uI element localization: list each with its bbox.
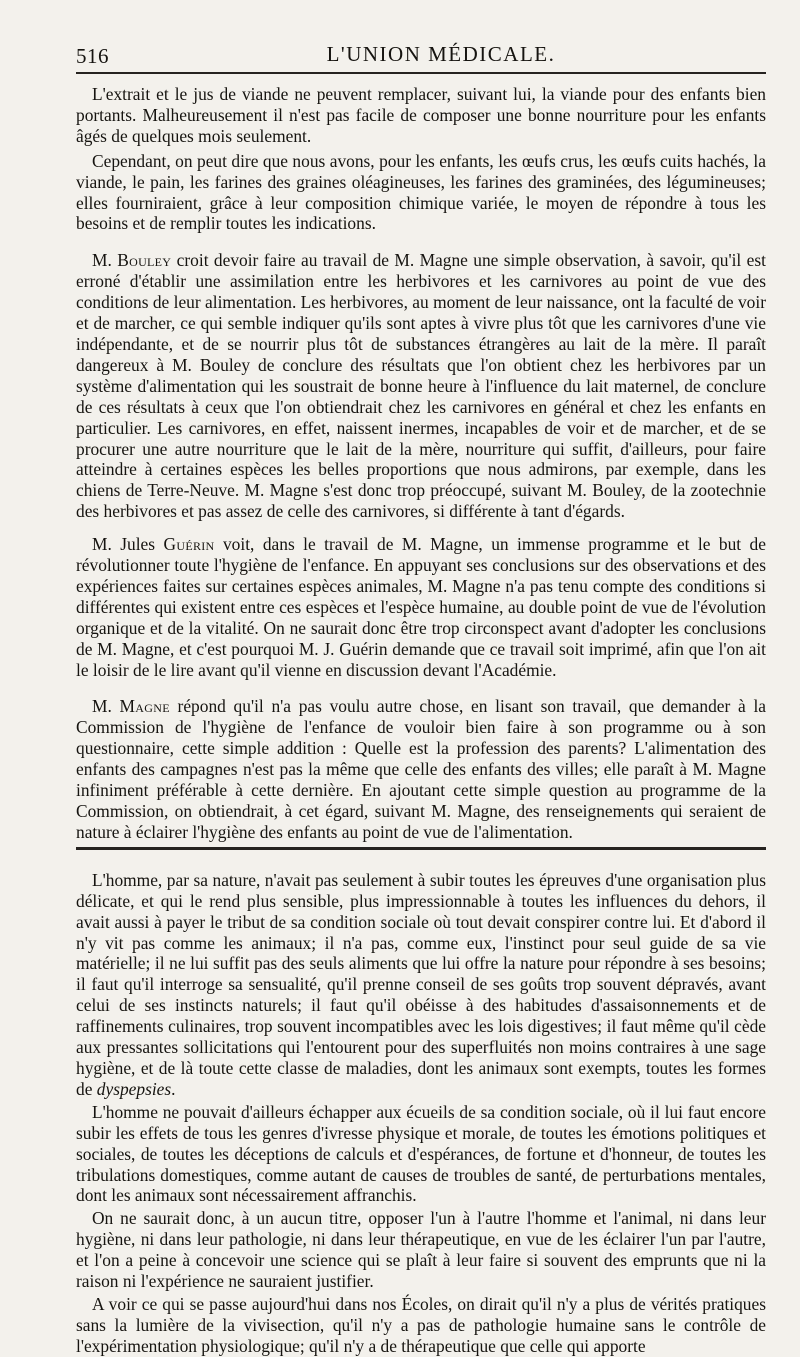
paragraph-homme-nature — [76, 870, 766, 1100]
header-rule — [76, 72, 766, 74]
paragraph-bouley — [76, 250, 766, 522]
italic-term: dyspepsies — [96, 1078, 172, 1099]
section-divider-rule — [76, 847, 766, 850]
speaker-name-magne: Magne — [119, 696, 170, 717]
paragraph-text: voit, dans le travail de M. Magne, un immense programme et le but de révolutionner toute l'hygiène de l'enfance. En appuyant ses conclusions sur des observations et des expériences faites sur certaines espèces animales, M. Magne n'a pas tenu compte des conditions si différentes qui existent entre ces espèces et l'espèce humaine, au double point de vue de l'évolution organique et de la vitalité. On ne saurait donc être trop circonspect avant d'adopter les conclusions de M. Magne, et c'est pourquoi M. J. Guérin demande que ce travail soit imprimé, afin que l'on ait le loisir de le lire avant qu'il vienne en discussion devant l'Académie. — [76, 534, 766, 680]
academy-proceedings-section — [76, 84, 766, 843]
paragraph-text: répond qu'il n'a pas voulu autre chose, en lisant son travail, que demander à la Commission de l'hygiène de l'enfance de vouloir bien faire à son programme ou à son questionnaire, cette simple addition : Quelle est la profession des parents? L'alimentation des enfants des campagnes n'est pas la même que celle des enfants des villes; elle paraît à M. Magne infiniment préférable à cette dernière. En ajoutant cette simple question au programme de la Commission, on obtiendrait, à cet égard, suivant M. Magne, des renseignements qui seraient de nature à éclairer l'hygiène des enfants au point de vue de l'alimentation. — [76, 696, 766, 842]
speaker-name-bouley: Bouley — [117, 250, 172, 271]
paragraph-homme-ecueils: L'homme ne pouvait d'ailleurs échapper aux écueils de sa condition sociale, où il lui faut encore subir les effets de tous les genres d'ivresse physique et morale, de toutes les émotions politiques et sociales, de toutes les déceptions de calculs et d'espérances, de fortune et d'honneur, de toutes les tribulations domestiques, comme autant de causes de troubles de santé, de perturbations mentales, dont les animaux sont nécessairement affranchis. — [76, 1101, 766, 1206]
paragraph-text: croit devoir faire au travail de M. Magne une simple observation, à savoir, qu'il est erroné d'établir une assimilation entre les herbivores et les carnivores au point de vue des conditions de leur alimentation. Les herbivores, au moment de leur naissance, ont la faculté de voir et de marcher, ce qui semble indiquer qu'ils sont aptes à vivre plus tôt que les carnivores d'une vie indépendante, et de se nourrir plus tôt de substances étrangères au lait de la mère. Il paraît dangereux à M. Bouley de conclure des résultats que l'on obtient chez les herbivores par un système d'alimentation qui les soustrait de bonne heure à l'influence du lait maternel, de conclure de ces résultats à ceux que l'on obtiendrait chez les carnivores en général et chez les enfants en particulier. Les carnivores, en effet, naissent inermes, incapables de voir et de marcher, et de se procurer une autre nourriture que le lait de la mère, nourriture qui suffit, d'ailleurs, pour faire atteindre à certaines espèces les belles proportions que nous admirons, par exemple, dans les chiens de Terre-Neuve. M. Magne s'est donc trop préoccupé, suivant M. Bouley, de la zootechnie des herbivores et pas assez de celle des carnivores, si différente à tant d'égards. — [76, 250, 766, 522]
speaker-prefix: M. — [92, 250, 112, 271]
page-header — [76, 0, 766, 70]
paragraph-text: L'homme, par sa nature, n'avait pas seulement à subir toutes les épreuves d'une organisation plus délicate, et qui le rend plus sensible, plus impressionnable à toutes les influences du dehors, il avait aussi à payer le tribut de sa condition sociale où tout devait conspirer contre lui. Et d'abord il n'y vit pas comme les animaux; il n'a pas, comme eux, l'instinct pour seul guide de sa vie matérielle; il ne lui suffit pas des seuls aliments que lui offre la nature pour répondre à ses besoins; il faut qu'il interroge sa sensualité, qu'il prenne conseil de ses goûts trop souvent dépravés, avant celui de ses instincts naturels; il faut qu'il obéisse à des habitudes d'assaisonnements et de raffinements culinaires, trop souvent incompatibles avec les lois digestives; il faut même qu'il cède aux pressantes sollicitations qui l'entourent pour des superfluités non moins contraires à une sage hygiène, et de là toute cette classe de maladies, dont les animaux sont exempts, toutes les formes de — [76, 869, 766, 1099]
feuilleton-section — [76, 870, 766, 1357]
speaker-prefix: M. — [92, 696, 112, 717]
speaker-name-guerin: Guérin — [163, 534, 215, 555]
paragraph-magne — [76, 696, 766, 842]
paragraph-end: . — [171, 1078, 176, 1099]
page-number: 516 — [76, 44, 109, 68]
paragraph-cependant: Cependant, on peut dire que nous avons, pour les enfants, les œufs crus, les œufs cuits hachés, la viande, le pain, les farines des graines oléagineuses, les farines des graminées, des légumineuses; elles fourniraient, grâce à leur composition chimique variée, le moyen de répondre à tous les besoins et de remplir toutes les indications. — [76, 150, 766, 234]
speaker-prefix: M. Jules — [92, 534, 156, 555]
paragraph-extrait: L'extrait et le jus de viande ne peuvent remplacer, suivant lui, la viande pour des enfants bien portants. Malheureusement il n'est pas facile de composer une bonne nourriture pour les enfants âgés de quelques mois seulement. — [76, 84, 766, 146]
running-title: L'UNION MÉDICALE. — [326, 42, 556, 66]
paragraph-on-ne-saurait: On ne saurait donc, à un aucun titre, opposer l'un à l'autre l'homme et l'animal, ni dans leur hygiène, ni dans leur pathologie, ni dans leur thérapeutique, en vue de les éclairer l'un par l'autre, et l'on a peine à concevoir une science qui se plaît à leur faire si souvent des emprunts que ni la raison ni l'expérience ne sauraient justifier. — [76, 1208, 766, 1292]
paragraph-guerin — [76, 534, 766, 680]
paragraph-a-voir: A voir ce qui se passe aujourd'hui dans nos Écoles, on dirait qu'il n'y a plus de vérités pratiques sans la lumière de la vivisection, qu'il n'y a pas de pathologie humaine sans le contrôle de l'expérimentation physiologique; qu'il n'y a de thérapeutique que celle qui apporte — [76, 1293, 766, 1356]
